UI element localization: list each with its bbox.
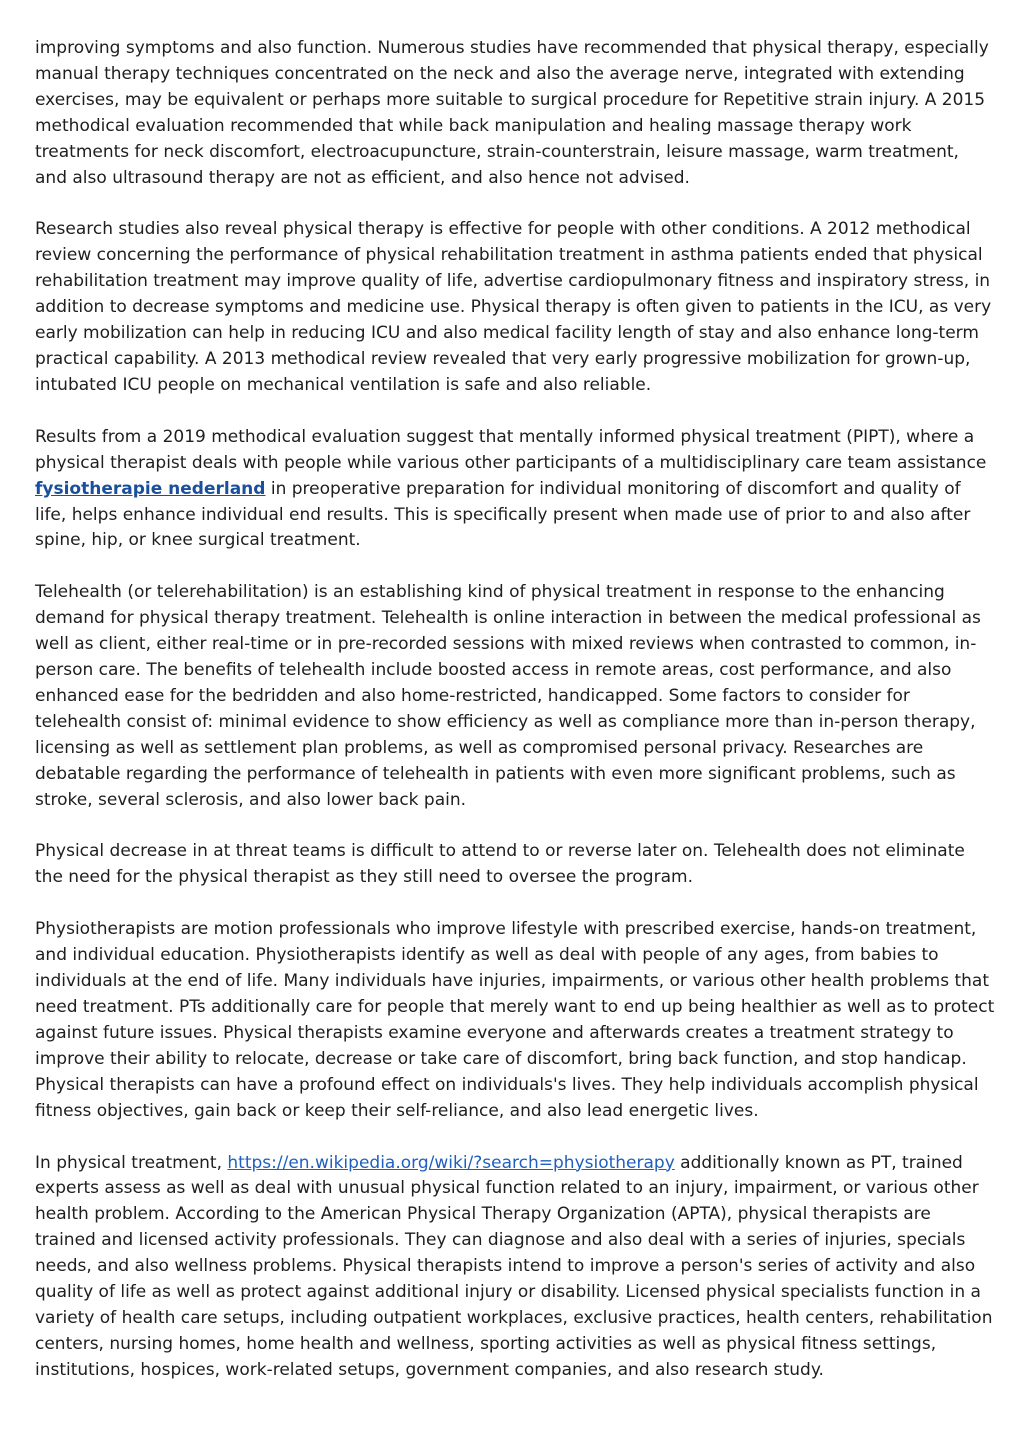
wikipedia-link[interactable]: https://en.wikipedia.org/wiki/?search=physiotherapy bbox=[227, 1152, 675, 1173]
paragraph-3 bbox=[35, 425, 995, 555]
paragraph-1: improving symptoms and also function. Numerous studies have recommended that physical therapy, especially manual therapy techniques concentrated on the neck and also the average nerve, integrated with extending exercises, may be equivalent or perhaps more suitable to surgical procedure for Repetitive strain injury. A 2015 methodical evaluation recommended that while back manipulation and healing massage therapy work treatments for neck discomfort, electroacupuncture, strain-counterstrain, leisure massage, warm treatment, and also ultrasound therapy are not as efficient, and also hence not advised. bbox=[35, 38, 989, 188]
paragraph-7-text-after: additionally known as PT, trained experts assess as well as deal with unusual physical function related to an injury, impairment, or various other health problem. According to the American Physical Therapy Organization (APTA), physical therapists are trained and licensed activity professionals. They can diagnose and also deal with a series of injuries, specials needs, and also wellness problems. Physical therapists intend to improve a person's series of activity and also quality of life as well as protect against additional injury or disability. Licensed physical specialists function in a variety of health care setups, including outpatient workplaces, exclusive practices, health centers, rehabilitation centers, nursing homes, home health and wellness, sporting activities as well as physical fitness settings, institutions, hospices, work-related setups, government companies, and also research study. bbox=[35, 1152, 993, 1380]
paragraph-2: Research studies also reveal physical therapy is effective for people with other conditions. A 2012 methodical review concerning the performance of physical rehabilitation treatment in asthma patients ended that physical rehabilitation treatment may improve quality of life, advertise cardiopulmonary fitness and inspiratory stress, in addition to decrease symptoms and medicine use. Physical therapy is often given to patients in the ICU, as very early mobilization can help in reducing ICU and also medical facility length of stay and also enhance long-term practical capability. A 2013 methodical review revealed that very early progressive mobilization for grown-up, intubated ICU people on mechanical ventilation is safe and also reliable. bbox=[35, 219, 992, 395]
paragraph-7-text-before: In physical treatment, bbox=[35, 1152, 228, 1173]
paragraph-5: Physical decrease in at threat teams is difficult to attend to or reverse later on. Telehealth does not eliminate the need for the physical therapist as they still need to oversee the program. bbox=[35, 841, 965, 888]
document-body bbox=[35, 36, 995, 1410]
paragraph-3-text-after: in preoperative preparation for individual monitoring of discomfort and quality of life, helps enhance individual end results. This is specifically present when made use of prior to and also after spine, hip, or knee surgical treatment. bbox=[35, 478, 971, 551]
paragraph-7 bbox=[35, 1151, 995, 1384]
paragraph-3-text-before: Results from a 2019 methodical evaluation suggest that mentally informed physical treatment (PIPT), where a physical therapist deals with people while various other participants of a multidisciplinary care team assistance bbox=[35, 426, 987, 473]
fysiotherapie-link[interactable]: fysiotherapie nederland bbox=[35, 478, 266, 499]
paragraph-6: Physiotherapists are motion professionals who improve lifestyle with prescribed exercise, hands-on treatment, and individual education. Physiotherapists identify as well as deal with people of any ages, from babies to individuals at the end of life. Many individuals have injuries, impairments, or various other health problems that need treatment. PTs additionally care for people that merely want to end up being healthier as well as to protect against future issues. Physical therapists examine everyone and afterwards creates a treatment strategy to improve their ability to relocate, decrease or take care of discomfort, bring back function, and stop handicap. Physical therapists can have a profound effect on individuals's lives. They help individuals accomplish physical fitness objectives, gain back or keep their self-reliance, and also lead energetic lives. bbox=[35, 919, 995, 1121]
paragraph-4: Telehealth (or telerehabilitation) is an establishing kind of physical treatment in response to the enhancing demand for physical therapy treatment. Telehealth is online interaction in between the medical professional as well as client, either real-time or in pre-recorded sessions with mixed reviews when contrasted to common, in-person care. The benefits of telehealth include boosted access in remote areas, cost performance, and also enhanced ease for the bedridden and also home-restricted, handicapped. Some factors to consider for telehealth consist of: minimal evidence to show efficiency as well as compliance more than in-person therapy, licensing as well as settlement plan problems, as well as compromised personal privacy. Researches are debatable regarding the performance of telehealth in patients with even more significant problems, such as stroke, several sclerosis, and also lower back pain. bbox=[35, 582, 981, 810]
